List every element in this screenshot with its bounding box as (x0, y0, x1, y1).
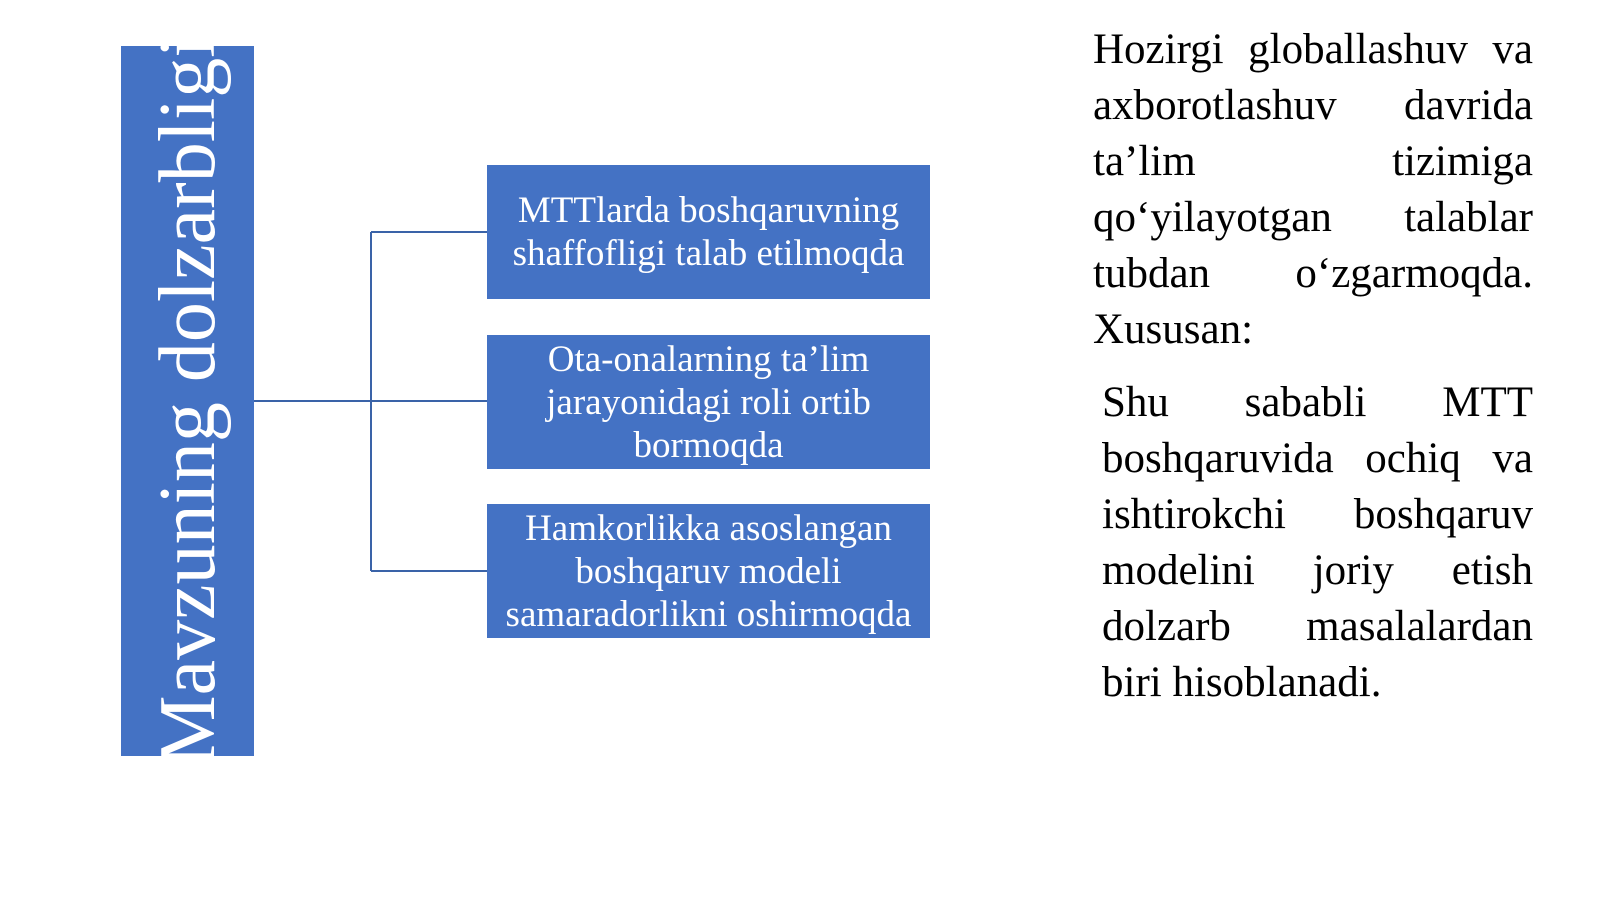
reason-box-text: MTTlarda boshqaruvning shaffofligi talab etilmoqda (512, 190, 905, 274)
reason-box-collaborative-model (487, 504, 930, 638)
reason-box-text: Ota-onalarning ta’lim jarayonidagi roli ortib bormoqda (546, 338, 871, 466)
reason-box-parents-role (487, 335, 930, 469)
intro-paragraph: Hozirgi globallashuv va axborotlashuv davrida ta’lim tizimiga qo‘yilayotgan talablar tubdan o‘zgarmoqda. Xususan: (1093, 26, 1533, 353)
topic-title: Mavzuning dolzarbligi (143, 35, 232, 767)
reason-box-transparency (487, 165, 930, 299)
reason-box-text: Hamkorlikka asoslangan boshqaruv modeli samaradorlikni oshirmoqda (505, 507, 912, 635)
conclusion-paragraph: Shu sababli MTT boshqaruvida ochiq va ishtirokchi boshqaruv modelini joriy etish dolzarb masalalardan biri hisoblanadi. (1102, 379, 1533, 706)
